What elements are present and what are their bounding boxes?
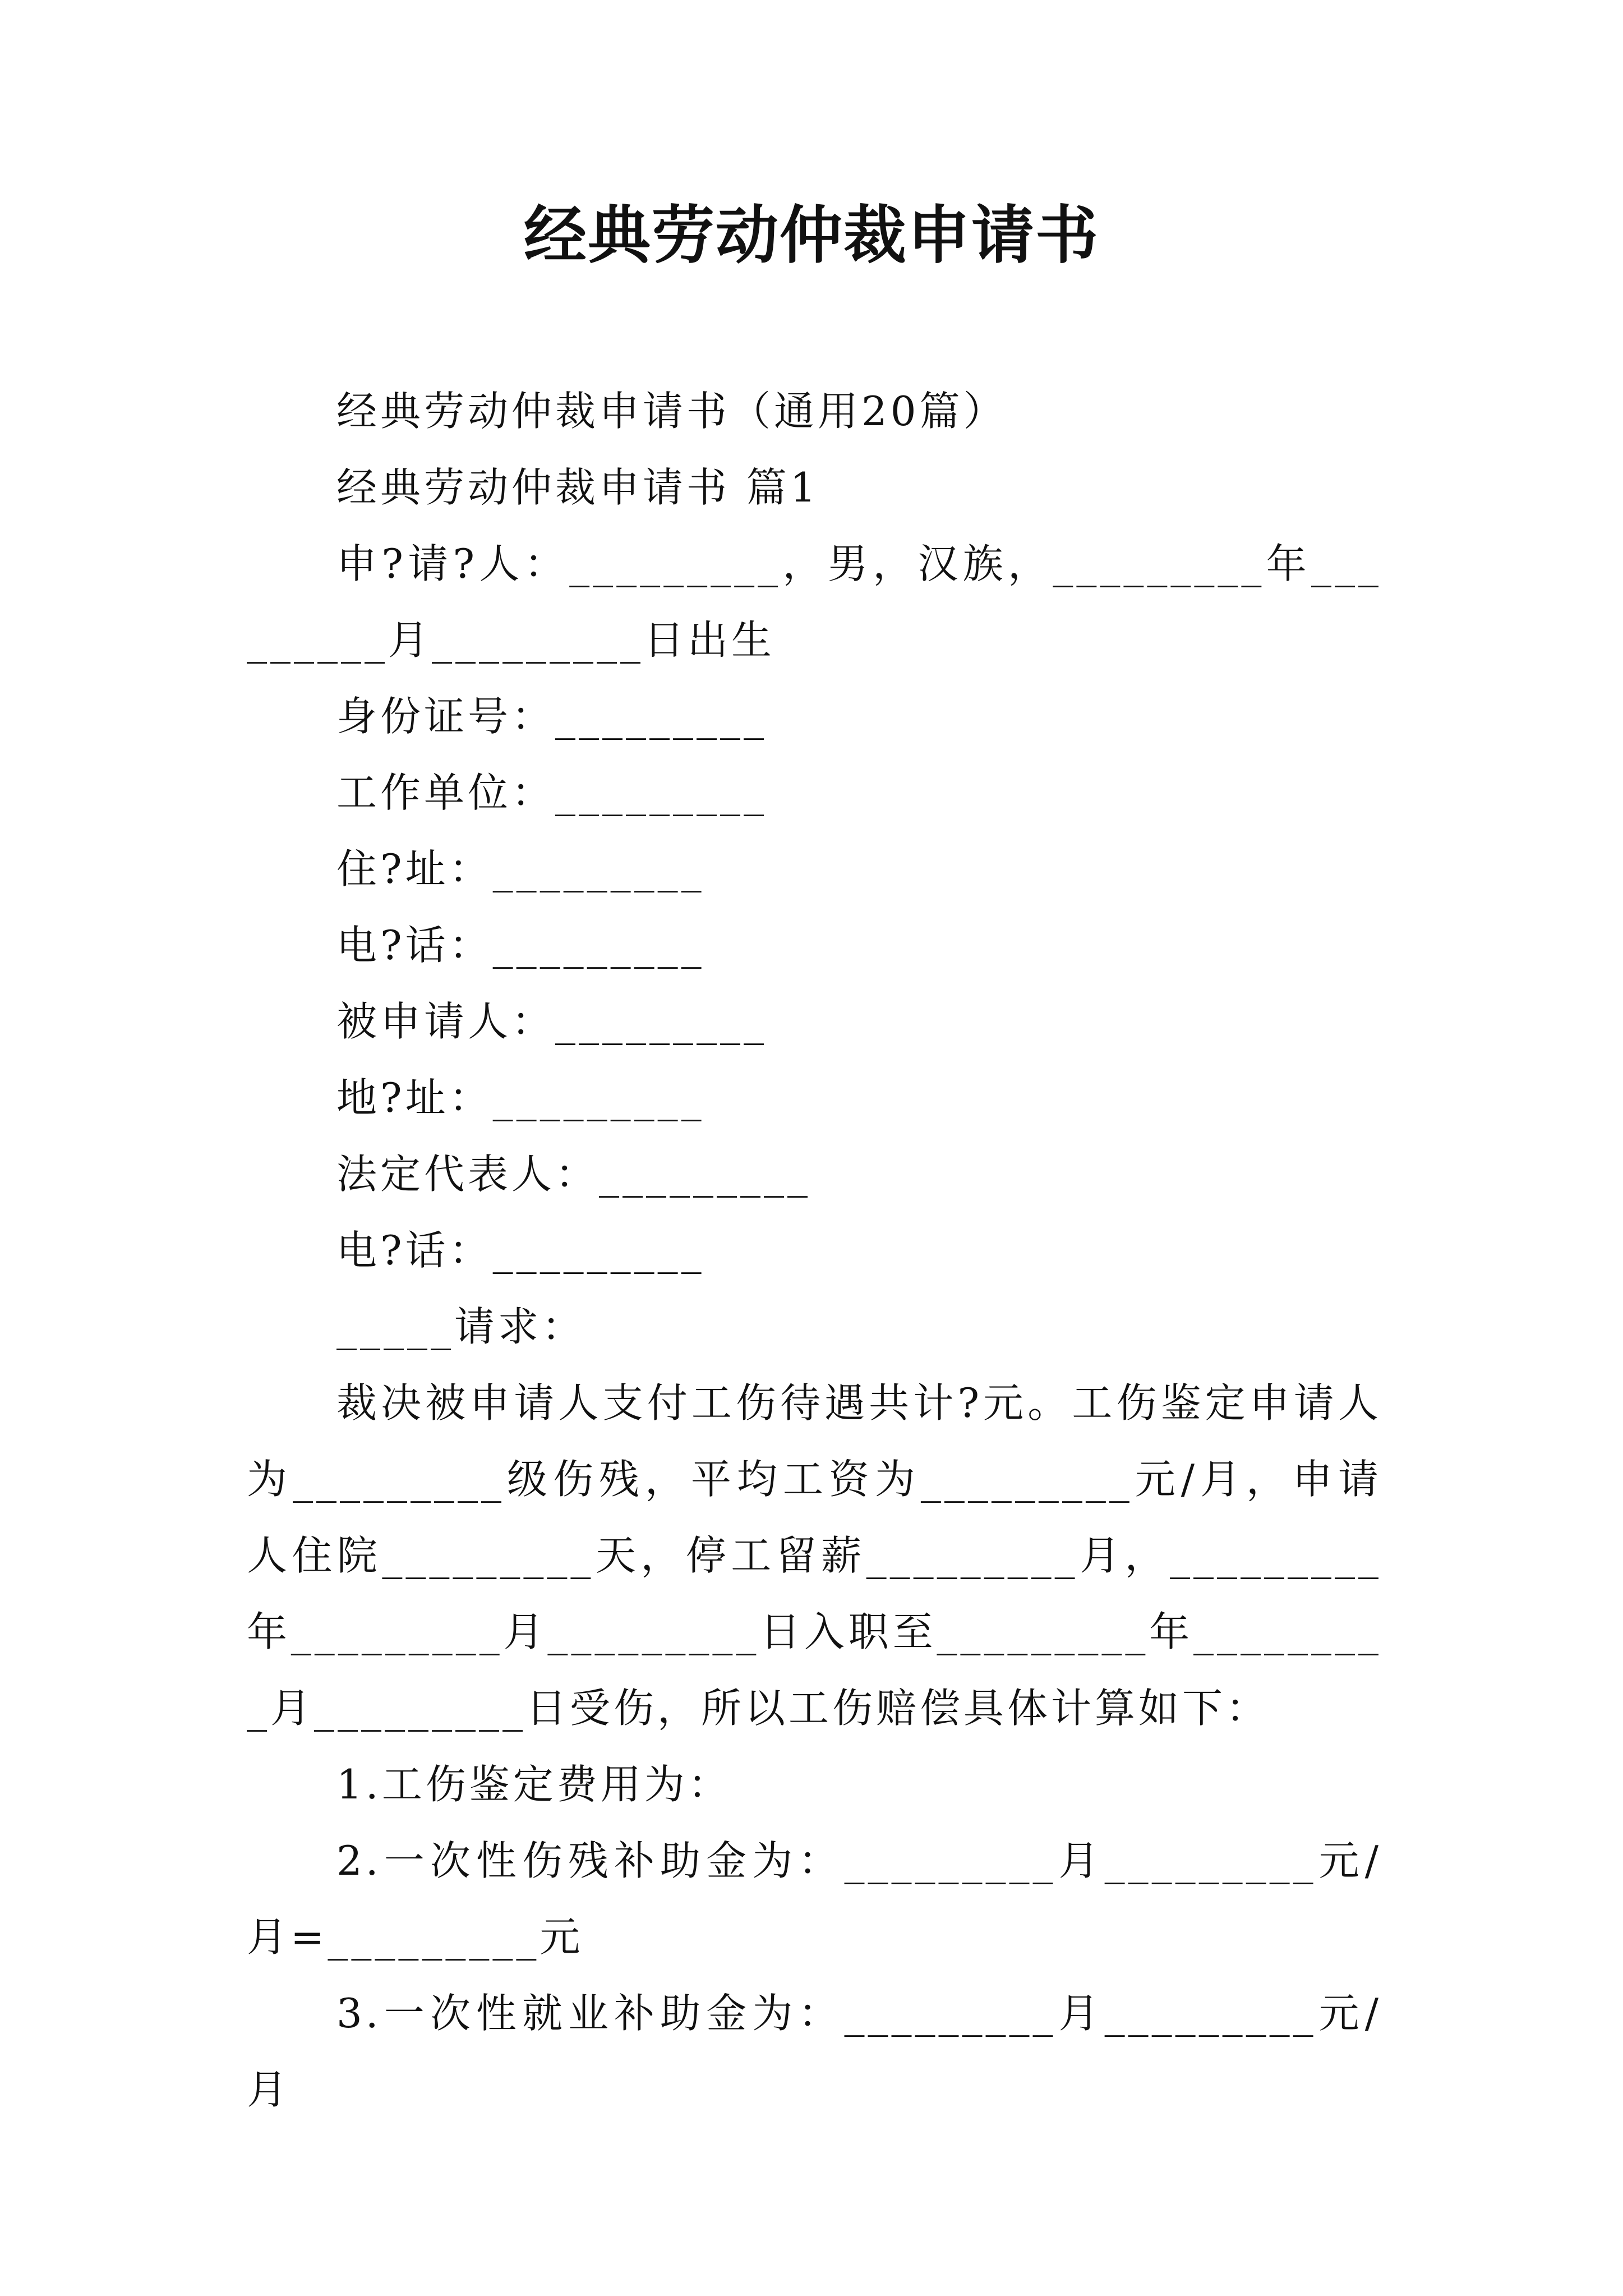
paragraph-item-3: 3.一次性就业补助金为：_________月_________元/月 <box>247 1990 1382 2113</box>
paragraph-phone: 电?话：_________ <box>336 922 705 969</box>
paragraph-request-heading: _____请求： <box>336 1303 586 1350</box>
paragraph-respondent: 被申请人：_________ <box>336 998 768 1045</box>
paragraph-item-1: 1.工伤鉴定费用为： <box>336 1761 732 1808</box>
paragraph-respondent-phone: 电?话：_________ <box>336 1227 705 1274</box>
paragraph-applicant: 申?请?人：_________，男，汉族，_________年_________月_________日出生 <box>247 540 1382 664</box>
document-title: 经典劳动仲裁申请书 <box>524 199 1099 272</box>
paragraph-id-number: 身份证号：_________ <box>336 693 768 740</box>
paragraph-address: 住?址：_________ <box>336 845 705 892</box>
paragraph-request-body: 裁决被申请人支付工伤待遇共计?元。工伤鉴定申请人为_________级伤残，平均工资为_________元/月，申请人住院_________天，停工留薪_________月，_________年_________月_________日入职至_________年_________月_________日受伤，所以工伤赔偿具体计算如下： <box>247 1379 1382 1732</box>
paragraph-legal-representative: 法定代表人：_________ <box>336 1151 811 1198</box>
paragraph-employer: 工作单位：_________ <box>336 769 768 816</box>
paragraph-item-2: 2.一次性伤残补助金为：_________月_________元/月=_________元 <box>247 1837 1382 1961</box>
paragraph-subtitle: 经典劳动仲裁申请书（通用20篇） <box>336 388 1007 435</box>
document-body <box>247 373 1382 2128</box>
paragraph-respondent-address: 地?址：_________ <box>336 1074 705 1121</box>
paragraph-section-heading: 经典劳动仲裁申请书 篇1 <box>336 464 819 511</box>
